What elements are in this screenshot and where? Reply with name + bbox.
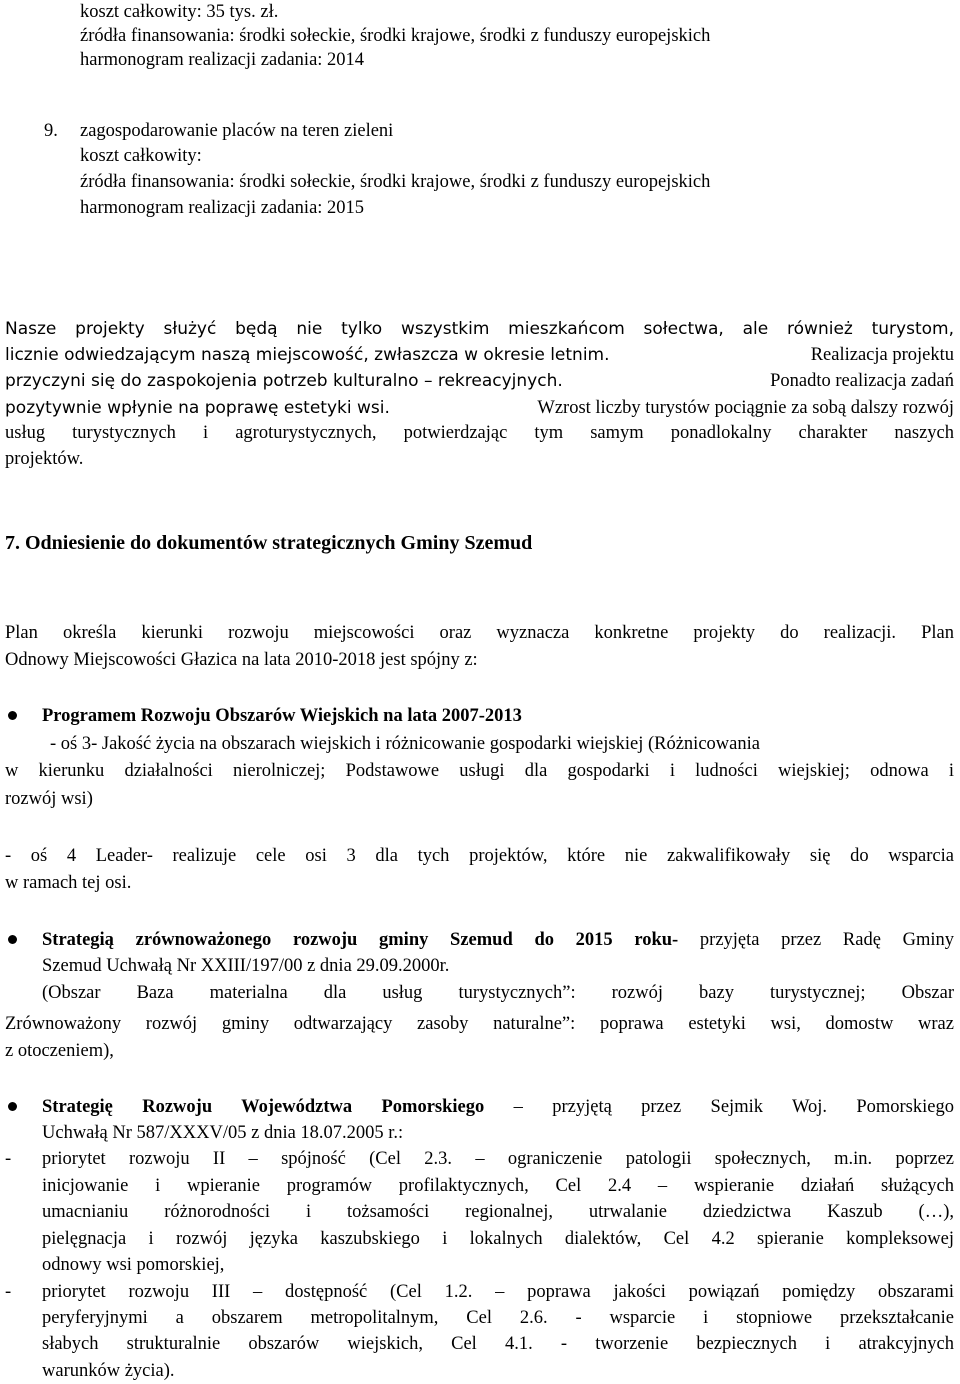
summary-line-4-tail: Wzrost liczby turystów pociągnie za sobą dalszy rozwój xyxy=(537,398,954,418)
priority-2-line-2: inicjowanie i wpieranie programów profilaktycznych, Cel 2.4 – wspieranie działań służących xyxy=(42,1176,954,1196)
strategy-woj-title xyxy=(42,1095,954,1119)
summary-line-5: usług turystycznych i agroturystycznych, potwierdzając tym samym ponadlokalny charakter naszych xyxy=(5,423,954,443)
priority-2-dash: - xyxy=(5,1149,12,1169)
strategy-woj-title-rest: – przyjętą przez Sejmik Woj. Pomorskiego xyxy=(484,1097,954,1117)
strategy-gmina-line-4: Zrównoważony rozwój gminy odtwarzający zasoby naturalne”: poprawa estetyki wsi, domostw wraz xyxy=(5,1014,954,1034)
section-7-intro-1: Plan określa kierunki rozwoju miejscowości oraz wyznacza konkretne projekty do realizacji. Plan xyxy=(5,623,954,643)
funding-line-1: źródła finansowania: środki sołeckie, środki krajowe, środki z funduszy europejskich xyxy=(80,26,711,46)
strategy-gmina-title xyxy=(42,928,954,952)
summary-line-3-tail: Ponadto realizacja zadań xyxy=(770,371,954,391)
summary-line-3 xyxy=(5,369,954,393)
bullet-icon xyxy=(8,711,20,723)
item-9-title: zagospodarowanie placów na teren zieleni xyxy=(80,121,394,141)
strategy-gmina-line-5: z otoczeniem), xyxy=(5,1041,114,1061)
axis-3-line-2: w kierunku działalności nierolniczej; Podstawowe usługi dla gospodarki i ludności wiejskiej; odnowa i xyxy=(5,761,954,781)
priority-2-line-3: umacnianiu różnorodności i tożsamości regionalnej, utrwalanie dziedzictwa Kaszub (…), xyxy=(42,1202,954,1222)
summary-line-4 xyxy=(5,396,954,420)
item-9-cost: koszt całkowity: xyxy=(80,146,202,166)
axis-4-line-1: - oś 4 Leader- realizuje cele osi 3 dla tych projektów, które nie zakwalifikowały się do wsparcia xyxy=(5,846,954,866)
strategy-gmina-title-bold: Strategią zrównoważonego rozwoju gminy Szemud do 2015 roku- xyxy=(42,930,679,950)
item-9-number: 9. xyxy=(44,121,58,141)
summary-line-2 xyxy=(5,343,954,367)
cost-line-1: koszt całkowity: 35 tys. zł. xyxy=(80,2,279,22)
priority-2-line-1: priorytet rozwoju II – spójność (Cel 2.3. – ograniczenie patologii społecznych, m.in. poprzez xyxy=(42,1149,954,1169)
priority-2-line-5: odnowy wsi pomorskiej, xyxy=(42,1255,225,1275)
bullet-icon xyxy=(8,935,20,947)
section-7-intro-2: Odnowy Miejscowości Głazica na lata 2010-2018 jest spójny z: xyxy=(5,650,478,670)
summary-line-2-sans: licznie odwiedzającym naszą miejscowość, zwłaszcza w okresie letnim. xyxy=(5,345,610,365)
item-9-funding: źródła finansowania: środki sołeckie, środki krajowe, środki z funduszy europejskich xyxy=(80,172,711,192)
axis-3-line-1: - oś 3- Jakość życia na obszarach wiejskich i różnicowanie gospodarki wiejskiej (Różnicowania xyxy=(50,734,760,754)
summary-line-1: Nasze projekty służyć będą nie tylko wszystkim mieszkańcom sołectwa, ale również turystom, xyxy=(5,319,954,339)
item-9-schedule: harmonogram realizacji zadania: 2015 xyxy=(80,198,365,218)
strategy-woj-line-2: Uchwałą Nr 587/XXXV/05 z dnia 18.07.2005 r.: xyxy=(42,1123,404,1143)
strategy-gmina-line-2: Szemud Uchwałą Nr XXIII/197/00 z dnia 29.09.2000r. xyxy=(42,956,450,976)
summary-line-3-sans: przyczyni się do zaspokojenia potrzeb kulturalno – rekreacyjnych. xyxy=(5,371,563,391)
priority-3-line-2: peryferyjnymi a obszarem metropolitalnym, Cel 2.6. - wsparcie i stopniowe przekształcanie xyxy=(42,1308,954,1328)
priority-3-line-3: słabych strukturalnie obszarów wiejskich, Cel 4.1. - tworzenie bezpiecznych i atrakcyjnych xyxy=(42,1334,954,1354)
bullet-icon xyxy=(8,1102,20,1114)
axis-3-line-3: rozwój wsi) xyxy=(5,789,93,809)
summary-line-6: projektów. xyxy=(5,449,84,469)
program-title: Programem Rozwoju Obszarów Wiejskich na lata 2007-2013 xyxy=(42,706,522,726)
schedule-line-1: harmonogram realizacji zadania: 2014 xyxy=(80,50,365,70)
priority-3-line-1: priorytet rozwoju III – dostępność (Cel 1.2. – poprawa jakości powiązań pomiędzy obszarami xyxy=(42,1282,954,1302)
strategy-gmina-title-rest: przyjęta przez Radę Gminy xyxy=(678,930,954,950)
strategy-gmina-line-3: (Obszar Baza materialna dla usług turystycznych”: rozwój bazy turystycznej; Obszar xyxy=(42,983,954,1003)
axis-4-line-2: w ramach tej osi. xyxy=(5,873,132,893)
priority-3-line-4: warunków życia). xyxy=(42,1361,175,1381)
section-7-heading: 7. Odniesienie do dokumentów strategicznych Gminy Szemud xyxy=(5,532,533,554)
strategy-woj-title-bold: Strategię Rozwoju Województwa Pomorskiego xyxy=(42,1097,485,1117)
priority-2-line-4: pielęgnacja i rozwój języka kaszubskiego i lokalnych dialektów, Cel 4.2 spieranie kompleksowej xyxy=(42,1229,954,1249)
summary-line-4-sans: pozytywnie wpłynie na poprawę estetyki wsi. xyxy=(5,398,390,418)
summary-line-2-tail: Realizacja projektu xyxy=(810,345,954,365)
priority-3-dash: - xyxy=(5,1282,12,1302)
